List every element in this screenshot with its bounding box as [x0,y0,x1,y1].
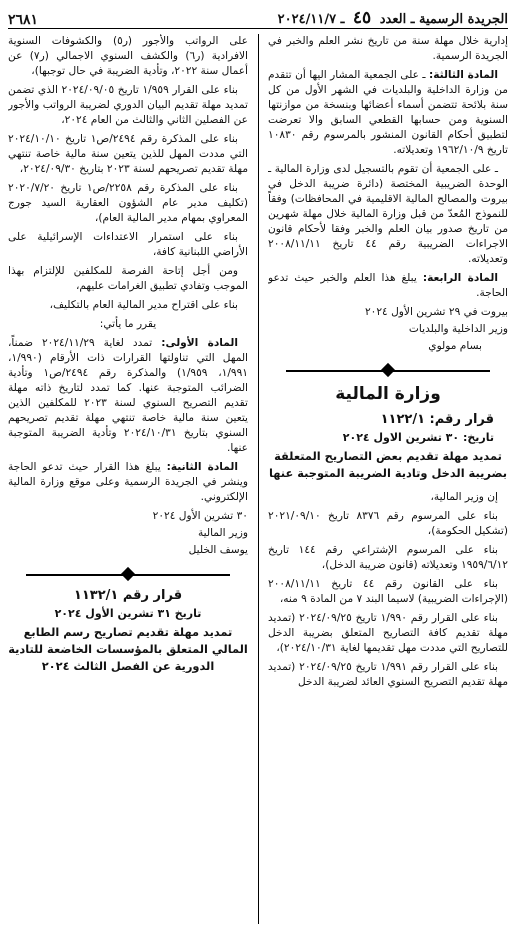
article-3 [268,68,508,158]
right-column [268,34,508,926]
paragraph: بناء على استمرار الاعتداءات الإسرائيلية على الأراضي اللبنانية كافة، [8,231,248,258]
issue-date: ـ ٢٠٢٤/١١/٧ [277,12,345,27]
gazette-title: الجريدة الرسمية ـ العدد [379,12,508,27]
signature-block [8,509,248,558]
signature-block [268,305,508,354]
decree-line: إن وزير المالية، [430,491,498,503]
decision-title: تمديد مهلة تقديم تصاريح رسم الطابع المالي المتعلق بالمؤسسات الخاضعة للتادية الدورية عن الفصل الثالث ٢٠٢٤ [8,625,248,673]
decree-line: بناء على القرار رقم ١/٩٩١ تاريخ ٢٠٢٤/٠٩/٢٥ (تمديد مهلة تقديم التصريح السنوي العائد لضريبة الدخل [268,661,508,688]
decides-line: يقرر ما يأتي: [99,318,157,330]
signature-title: وزير المالية [197,527,248,539]
section-ornament [286,364,490,378]
signature-title: وزير الداخلية والبلديات [408,323,508,335]
paragraph: ـ على الجمعية أن تقوم بالتسجيل لدى وزارة المالية ـ الوحدة الضريبية المختصة (دائرة ضريبة الدخل في بيروت والمصالح المالية الاقليمية في المحافظات) وفقاً للنموذج المُعدّ من قبل وزارة المالية خلال مهلة شهرين من تاريخ صدور بيان العلم والخبر وفقا لأحكام قانون الاجراءات الضريبية رقم ٤٤ تاريخ ٢٠٠٨/١١/١١ وتعديلاته. [268,163,508,265]
article-text: تمدد لغاية ٢٠٢٤/١١/٢٩ ضمناً، المهل التي تناولتها القرارات ذات الأرقام (١/٩٩٠، ١/٩٩١، ١/٩٥٩) والمذكرة رقم ٢٤٩٤/ص١ وتأدية الضرائب المتوجبة عنها. كما تمدد لتاريخ ذاته مهلة تقديم التصريح السنوي لسنة ٢٠٢٣ للمكلفين الذين يتعين سنة مالية خاصة تنتهي مهلة تقديم تصريحهم السنوي بتاريخ ٢٠٢٤/١٠/٣١ وتأدية الضريبة المتوجبة عنها. [8,337,248,454]
decision-date: تاريخ ٣١ تشرين الأول ٢٠٢٤ [54,607,202,620]
article-label: المادة الرابعة: [422,272,498,284]
gazette-title-block [278,8,508,28]
signature-name: يوسف الخليل [188,544,248,556]
paragraph: بناء على المذكرة رقم ٢٢٥٨/ص١ تاريخ ٢٠٢٠/٧/٢٠ (تكليف مدير عام الشؤون العقارية السيد جورج المعراوي بمهام مدير المالية العام)، [8,182,248,224]
decree-line: بناء على القانون رقم ٤٤ تاريخ ٢٠٠٨/١١/١١ (الإجراءات الضريبية) لاسيما البند ٧ من المادة ٩ منه، [268,578,508,605]
ministry-heading: وزارة المالية [335,384,441,404]
decision-date: تاريخ: ٣٠ تشرين الاول ٢٠٢٤ [342,431,494,444]
article-text: يبلغ هذا العلم والخبر حيث تدعو الحاجة. [268,272,508,299]
paragraph: بناء على المذكرة رقم ٢٤٩٤/ص١ تاريخ ٢٠٢٤/١٠/١٠ التي مددت المهل للذين يتعين سنة مالية خاصة تنتهي مهلة تقديم تصريحهم لسنة ٢٠٢٣ بتاريخ ٢٠٢٤/٠٩/٣٠، [8,133,248,175]
article-text: ـ على الجمعية المشار اليها أن تتقدم من وزارة الداخلية والبلديات في الشهر الأول من كل سنة بلائحة تتضمن أسماء أعضائها وبنسخة من موازنتها السنوية ومن حسابها القطعي السابق والا تعرضت لتطبيق أحكام القانون المنشور بالمرسوم رقم ١٠٨٣٠ تاريخ ١٩٦٢/١٠/٩ وتعديلاته. [268,69,508,156]
signature-place-date: ٣٠ تشرين الأول ٢٠٢٤ [152,510,248,522]
paragraph: إدارية خلال مهلة سنة من تاريخ نشر العلم والخبر في الجريدة الرسمية. [268,35,508,62]
article-label: المادة الأولى: [161,337,238,349]
decree-line: بناء على المرسوم الإشتراعي رقم ١٤٤ تاريخ ١٩٥٩/٦/١٢ وتعديلاته (قانون ضريبة الدخل)، [268,544,508,571]
decision-title: تمديد مهلة تقديم بعض التصاريح المتعلقة بضريبة الدخل وتادية الضريبة المتوجبة عنها [269,449,507,480]
issue-number: ٤٥ [352,8,372,28]
article-label: المادة الثانية: [166,461,238,473]
decree-line: بناء على القرار رقم ١/٩٩٠ تاريخ ٢٠٢٤/٠٩/٢٥ (تمديد مهلة تقديم كافة التصاريح المتعلق بضريبة الدخل للتصاريح التي مددت مهل تقديمها لغاية ٢٠٢٤/١٠/٣١)، [268,612,508,654]
paragraph: على الرواتب والأجور (ر٥) والكشوفات السنوية الافرادية (ر٦) والكشف السنوي الاجمالي (ر٧) عن أعمال سنة ٢٠٢٢، وتأدية الضريبة في حال توجبها)، [8,35,248,77]
decision-number: قرار رقم ١١٣٢/١ [73,588,183,603]
signature-name: بسام مولوي [428,340,482,352]
paragraph: بناء على القرار ١/٩٥٩ تاريخ ٢٠٢٤/٠٩/٠٥ الذي تضمن تمديد مهلة تقديم البيان الدوري لضريبة الرواتب والأجور عن الفصلين الثاني والثالث من العام ٢٠٢٤، [8,84,248,126]
page-number: ٢٦٨١ [8,12,39,28]
column-divider [258,34,259,924]
paragraph: بناء على اقتراح مدير المالية العام بالتكليف، [49,299,238,311]
decision-number: قرار رقم: ١١٢٢/١ [380,412,494,427]
signature-place-date: بيروت في ٢٩ تشرين الأول ٢٠٢٤ [364,306,508,318]
paragraph: ومن أجل إتاحة الفرصة للمكلفين للإلتزام بهذا الموجب وتفادي تطبيق الغرامات عليهم، [8,265,248,292]
page-header [8,6,508,29]
left-column [8,34,248,926]
article-text: يبلغ هذا القرار حيث تدعو الحاجة وينشر في الجريدة الرسمية وعلى موقع وزارة المالية الإلكتروني. [8,461,248,503]
article-label: المادة الثالثة: [428,69,498,81]
article-4 [268,271,508,301]
article-1 [8,336,248,456]
article-2 [8,460,248,505]
decree-line: بناء على المرسوم رقم ٨٣٧٦ تاريخ ٢٠٢١/٠٩/١٠ (تشكيل الحكومة)، [268,510,508,537]
section-ornament [26,568,230,582]
